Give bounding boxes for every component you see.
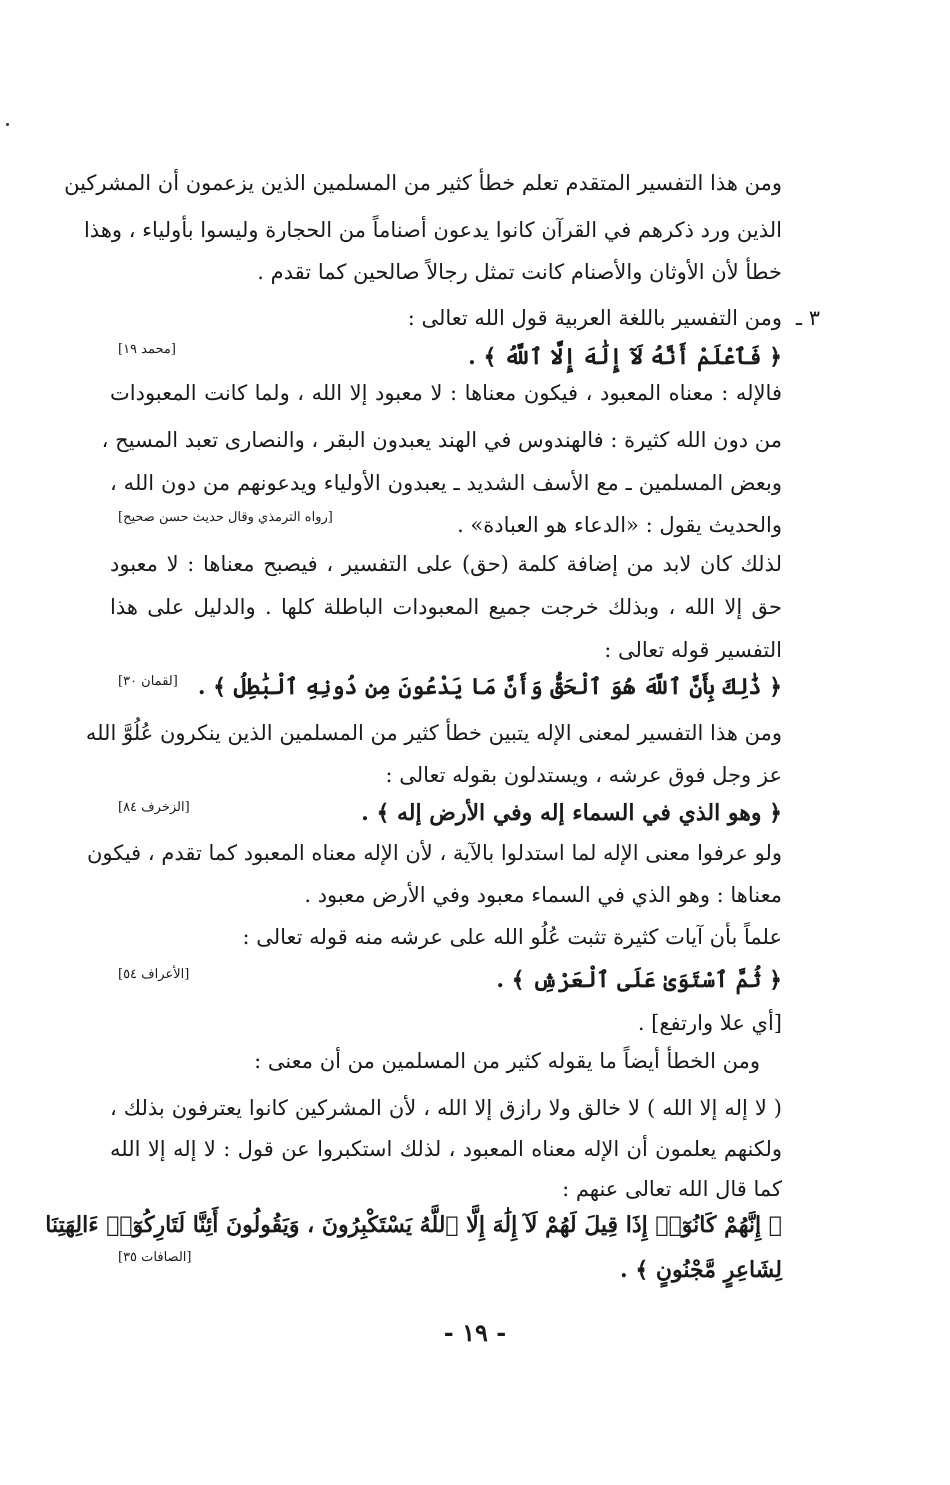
quran-verse: ﴿ ذَٰلِكَ بِأَنَّ ٱللَّهَ هُوَ ٱلْحَقُّ وَأَنَّ مَا يَدْعُونَ مِن دُونِهِ ٱلْبَٰطِلُ ﴾ . — [197, 674, 782, 700]
hadith-line: والحديث يقول : «الدعاء هو العبادة» . — [457, 513, 782, 537]
text-line: من دون الله كثيرة : فالهندوس في الهند يعبدون البقر ، والنصارى تعبد المسيح ، — [101, 428, 782, 452]
quran-verse: ﴿ ثُمَّ ٱسْتَوَىٰ عَلَى ٱلْعَرْشِ ﴾ . — [496, 967, 782, 993]
text-line: وبعض المسلمين ـ مع الأسف الشديد ـ يعبدون الأولياء ويدعونهم من دون الله ، — [110, 471, 782, 495]
text-line: فالإله : معناه المعبود ، فيكون معناها : لا معبود إلا الله ، ولما كانت المعبودات — [110, 381, 782, 405]
text-line: خطأ لأن الأوثان والأصنام كانت تمثل رجالاً صالحين كما تقدم . — [257, 260, 782, 284]
item-number: ٣ ـ — [795, 306, 820, 330]
text-line: التفسير قوله تعالى : — [604, 638, 782, 662]
scan-speck — [6, 123, 9, 126]
text-line: ومن الخطأ أيضاً ما يقوله كثير من المسلمين من أن معنى : — [254, 1049, 760, 1073]
text-line: علماً بأن آيات كثيرة تثبت عُلُو الله على عرشه منه قوله تعالى : — [242, 925, 782, 949]
text-line: ومن التفسير باللغة العربية قول الله تعالى : — [407, 306, 782, 330]
verse-reference: [الصافات ٣٥] — [118, 1250, 192, 1265]
text-line: الذين ورد ذكرهم في القرآن كانوا يدعون أصناماً من الحجارة وليسوا بأولياء ، وهذا — [83, 218, 782, 242]
verse-reference: [الأعراف ٥٤] — [118, 967, 190, 982]
quran-verse: لِشَاعِرٍ مَّجْنُونٍ ﴾ . — [620, 1257, 782, 1283]
text-line: ولو عرفوا معنى الإله لما استدلوا بالآية ، لأن الإله معناه المعبود كما تقدم ، فيكون — [86, 841, 782, 865]
quran-verse: ﴿ وهو الذي في السماء إله وفي الأرض إله ﴾ . — [361, 800, 782, 826]
text-line: كما قال الله تعالى عنهم : — [562, 1177, 782, 1201]
verse-reference: [لقمان ٣٠] — [118, 674, 178, 689]
text-line: ومن هذا التفسير المتقدم تعلم خطأ كثير من المسلمين الذين يزعمون أن المشركين — [64, 171, 782, 195]
quran-verse: ﴿ إِنَّهُمْ كَانُوٓا۟ إِذَا قِيلَ لَهُمْ لَآ إِلَٰهَ إِلَّا ٱللَّهُ يَسْتَكْبِرُونَ ، وَيَقُولُونَ أَئِنَّا لَتَارِكُوٓا۟ ءَالِهَتِنَا — [45, 1212, 782, 1238]
text-line: ولكنهم يعلمون أن الإله معناه المعبود ، لذلك استكبروا عن قول : لا إله إلا الله — [110, 1137, 783, 1161]
hadith-reference: [رواه الترمذي وقال حديث حسن صحيح] — [118, 510, 333, 525]
quran-verse: ﴿ فَٱعْلَمْ أَنَّهُ لَآ إِلَٰهَ إِلَّا ٱللَّهُ ﴾ . — [468, 344, 782, 370]
text-line: عز وجل فوق عرشه ، ويستدلون بقوله تعالى : — [385, 763, 782, 787]
text-line: حق إلا الله ، وبذلك خرجت جميع المعبودات الباطلة كلها . والدليل على هذا — [110, 595, 782, 619]
text-line: لذلك كان لابد من إضافة كلمة (حق) على التفسير ، فيصبح معناها : لا معبود — [110, 552, 782, 576]
text-line: ( لا إله إلا الله ) لا خالق ولا رازق إلا الله ، لأن المشركين كانوا يعترفون بذلك ، — [110, 1096, 782, 1120]
text-line: ومن هذا التفسير لمعنى الإله يتبين خطأ كثير من المسلمين الذين ينكرون عُلُوَّ الله — [85, 721, 782, 745]
page-number: - ١٩ - — [443, 1318, 507, 1347]
text-line: معناها : وهو الذي في السماء معبود وفي الأرض معبود . — [304, 883, 782, 907]
verse-reference: [محمد ١٩] — [118, 342, 176, 357]
verse-reference: [الزخرف ٨٤] — [118, 800, 190, 815]
text-line: [أي علا وارتفع] . — [637, 1011, 782, 1035]
